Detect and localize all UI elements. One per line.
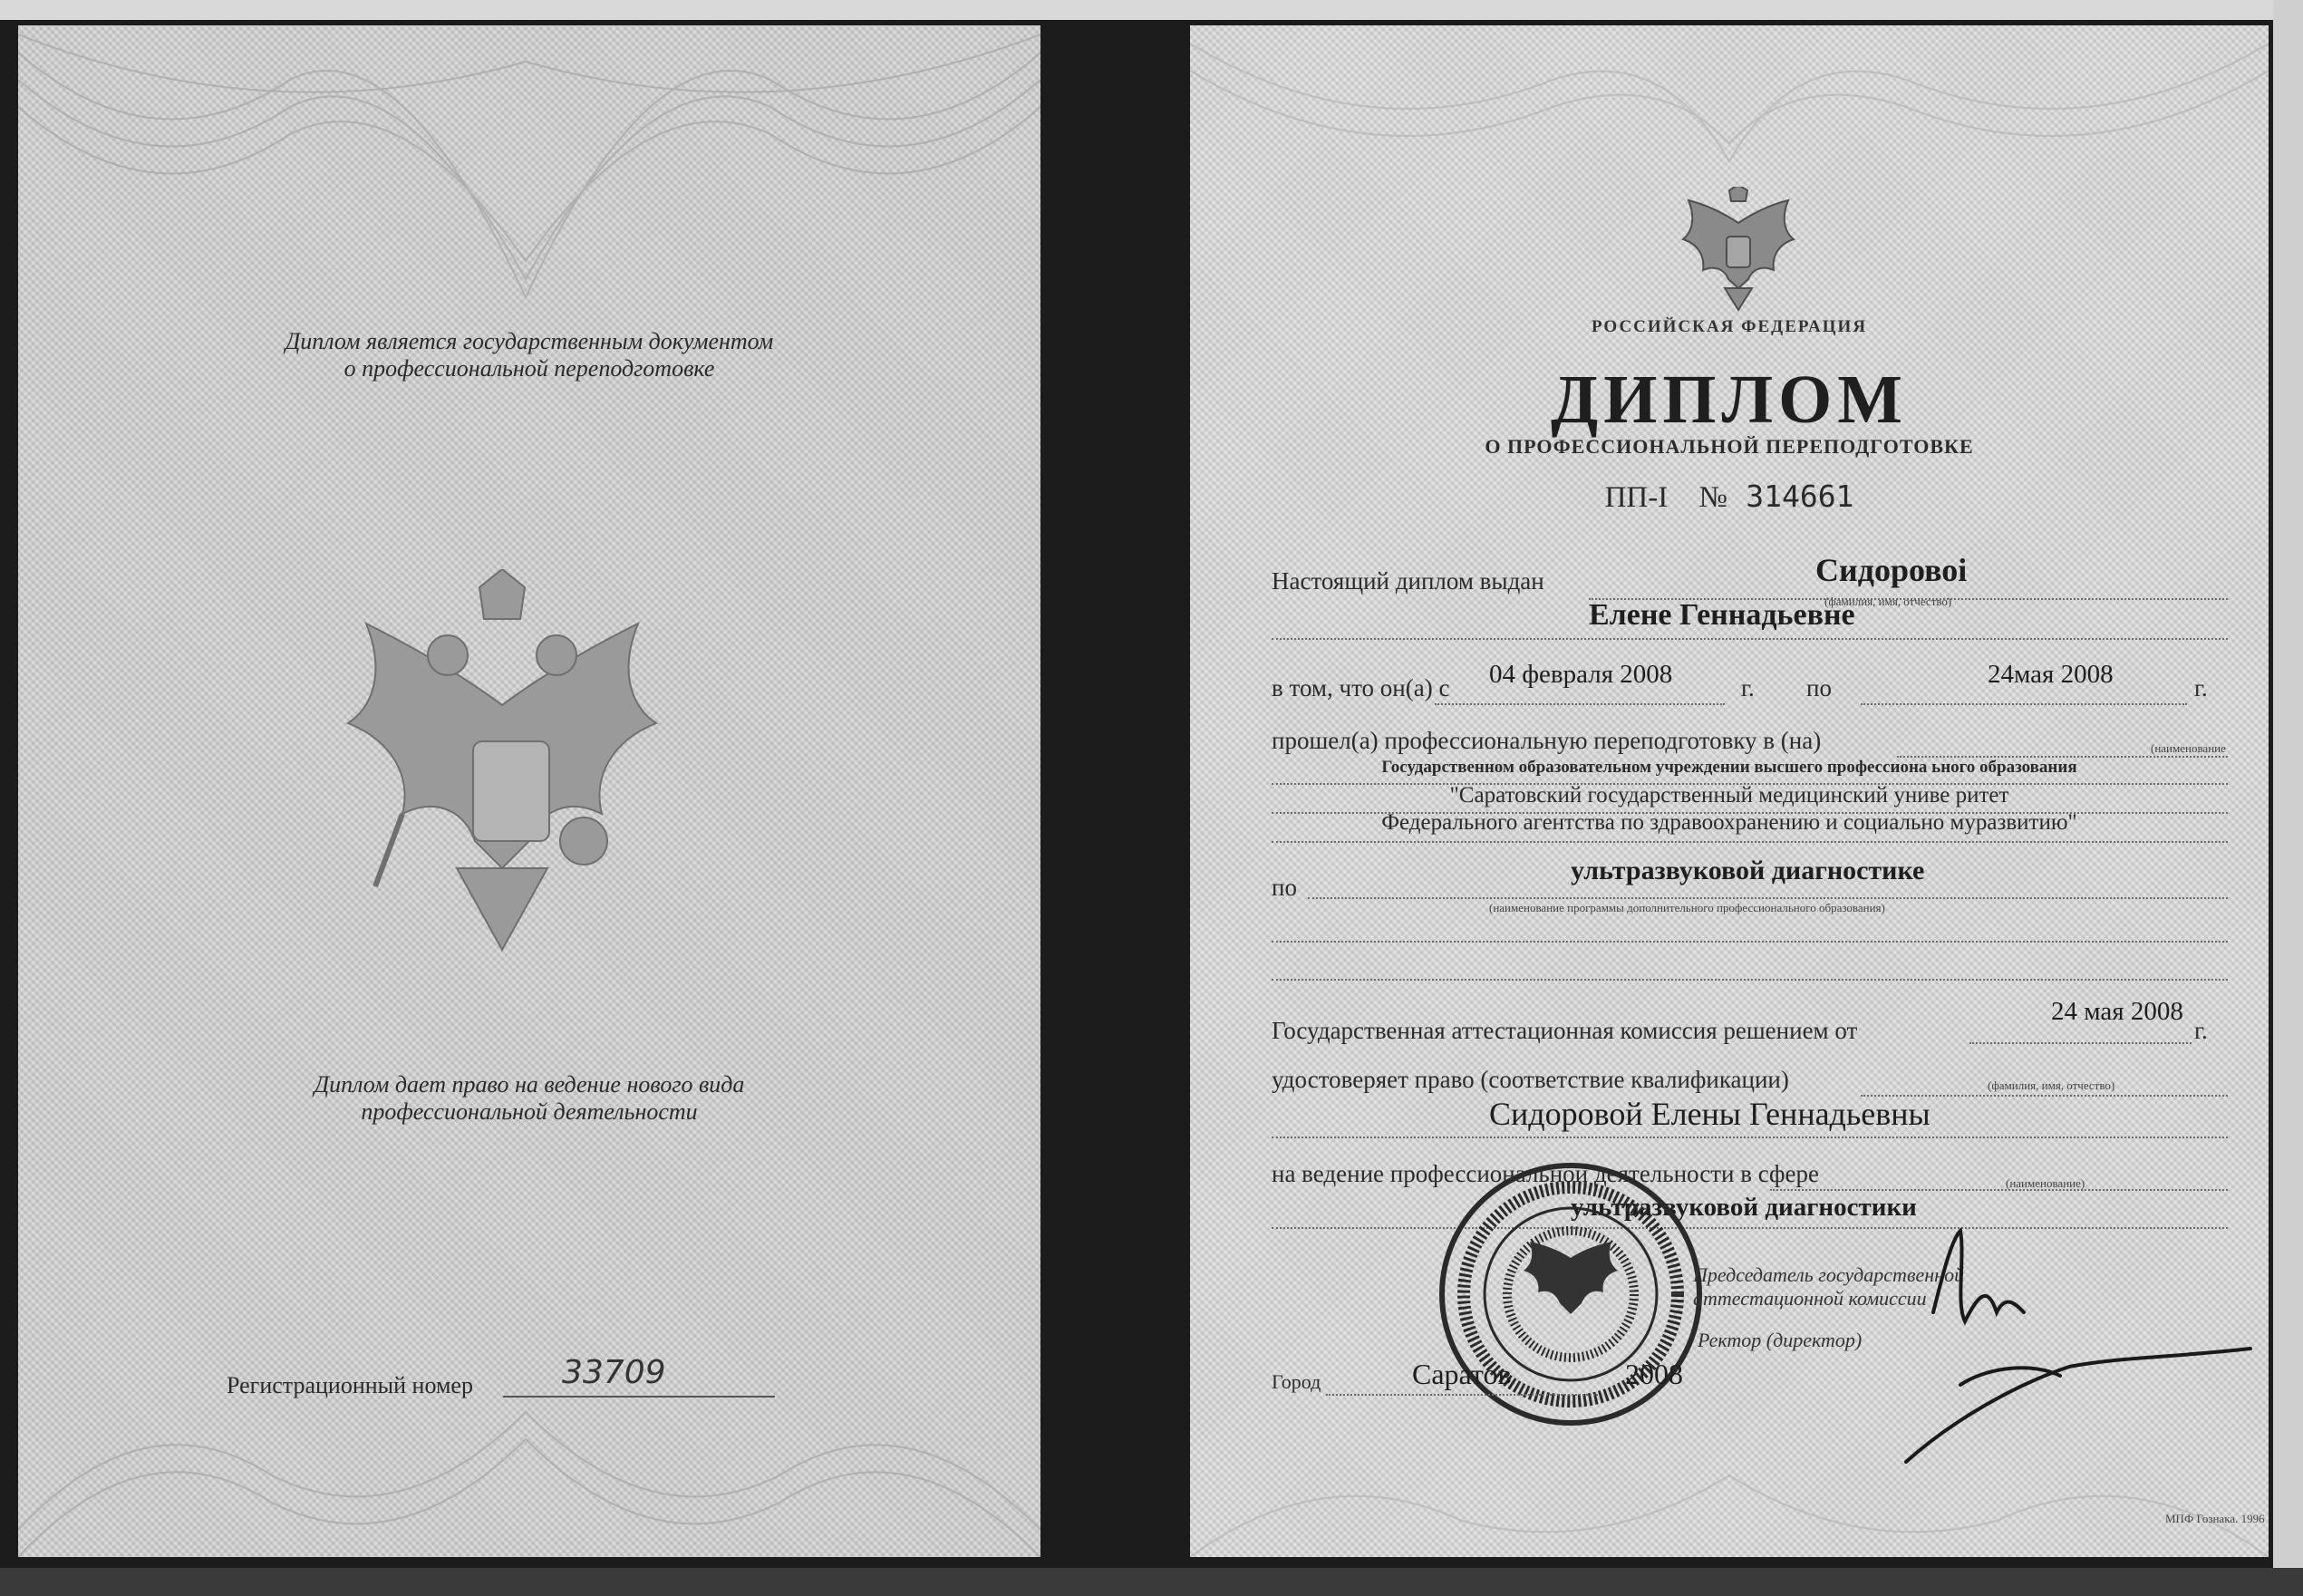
- bottom-ornament: [18, 1385, 1040, 1557]
- activity-label-line: [1770, 1189, 2228, 1191]
- city-line: [1326, 1394, 1598, 1396]
- institution-hint: (наименование: [2151, 741, 2226, 755]
- chair-label-line-1: Председатель государственной: [1693, 1263, 1965, 1286]
- program-line: [1308, 897, 2228, 899]
- year-suffix-1: г.: [1741, 674, 1755, 701]
- period-to: по: [1806, 674, 1832, 701]
- country-name: РОССИЙСКАЯ ФЕДЕРАЦИЯ: [1591, 317, 1868, 336]
- date-from-line: [1435, 703, 1725, 705]
- name-hint-2: (фамилия, имя, отчество): [1988, 1079, 2115, 1092]
- scan-background-top: [0, 0, 2303, 20]
- certifies-label: удостоверяет право (соответствие квалификации): [1272, 1066, 1789, 1093]
- diploma-series: ПП-I: [1604, 481, 1669, 514]
- holder-surname: Сидоровоі: [1815, 552, 1968, 588]
- commission-date: 24 мая 2008: [2051, 997, 2183, 1026]
- program-extra-line-2: [1272, 979, 2228, 981]
- activity-label: на ведение профессиональной деятельности в сфере: [1272, 1160, 1819, 1187]
- program-name: ультразвуковой диагностике: [1571, 856, 1925, 885]
- left-header-line-2: о профессиональной переподготовке: [344, 355, 715, 382]
- program-prefix: по: [1272, 874, 1297, 901]
- holder-given-names: Елене Геннадьевне: [1589, 598, 1855, 632]
- commission-date-line: [1969, 1042, 2192, 1044]
- number-sign: №: [1698, 481, 1727, 514]
- name-hint-1: (фамилия, имя, отчество): [1824, 595, 1952, 608]
- coat-of-arms-icon: [312, 569, 692, 968]
- issued-label: Настоящий диплом выдан: [1272, 567, 1544, 595]
- left-header-text: [18, 328, 1040, 382]
- program-extra-line-1: [1272, 941, 2228, 943]
- full-name-line: [1272, 1137, 2228, 1138]
- top-ornament: [18, 25, 1040, 297]
- diploma-title: ДИПЛОМ: [1551, 362, 1908, 438]
- year-suffix-3: г.: [2194, 1017, 2208, 1044]
- diploma-right-page: [1190, 25, 2269, 1557]
- trained-label: прошел(а) профессиональную переподготовку в (на): [1272, 727, 1822, 754]
- registration-line: [503, 1396, 775, 1398]
- diploma-subtitle: О ПРОФЕССИОНАЛЬНОЙ ПЕРЕПОДГОТОВКЕ: [1485, 435, 1974, 458]
- activity-hint: (наименование): [2006, 1176, 2085, 1190]
- institution-line-1: Государственном образовательном учреждении высшего профессиона ьного образования: [1381, 758, 2077, 777]
- institution-line-3: Федерального агентства по здравоохранению и социально муразвитию": [1381, 810, 2077, 835]
- left-header-line-1: Диплом является государственным документом: [285, 328, 774, 354]
- given-names-line: [1272, 638, 2228, 640]
- date-to: 24мая 2008: [1988, 660, 2114, 689]
- scan-background-right: [2273, 0, 2303, 1596]
- date-to-line: [1861, 703, 2187, 705]
- signature-icon: [1879, 1204, 2259, 1466]
- diploma-left-page: [18, 25, 1040, 1557]
- diploma-number-row: [1190, 479, 2269, 515]
- left-rights-line-1: Диплом дает право на ведение нового вида: [314, 1071, 745, 1098]
- scan-background-bottom: [0, 1568, 2303, 1596]
- activity-name: ультразвуковой диагностики: [1571, 1193, 1917, 1222]
- left-rights-text: [18, 1071, 1040, 1126]
- city-label: Город: [1272, 1370, 1321, 1393]
- period-prefix: в том, что он(а) с: [1272, 674, 1450, 701]
- chair-label-line-2: аттестационной комиссии: [1693, 1287, 1927, 1310]
- city-name: Саратов: [1412, 1358, 1512, 1390]
- program-hint: (наименование программы дополнительного профессионального образования): [1489, 901, 1885, 914]
- holder-full-name: Сидоровой Елены Геннадьевны: [1489, 1096, 1930, 1132]
- date-from: 04 февраля 2008: [1489, 660, 1673, 689]
- commission-label: Государственная аттестационная комиссия решением от: [1272, 1017, 1858, 1044]
- diploma-number: 314661: [1746, 479, 1854, 514]
- registration-label: Регистрационный номер: [227, 1372, 473, 1398]
- registration-number: 33709: [562, 1354, 666, 1391]
- coat-of-arms-icon: [1679, 187, 1797, 314]
- issue-year: 2008: [1625, 1358, 1683, 1390]
- printer-imprint: МПФ Гознака. 1996: [2165, 1512, 2265, 1525]
- institution-line-2: "Саратовский государственный медицинский униве ритет: [1449, 783, 2009, 808]
- year-suffix-2: г.: [2194, 674, 2208, 701]
- rector-label: Ректор (директор): [1698, 1329, 1863, 1351]
- institution-line-3-rule: [1272, 841, 2228, 843]
- left-rights-line-2: профессиональной деятельности: [361, 1098, 698, 1125]
